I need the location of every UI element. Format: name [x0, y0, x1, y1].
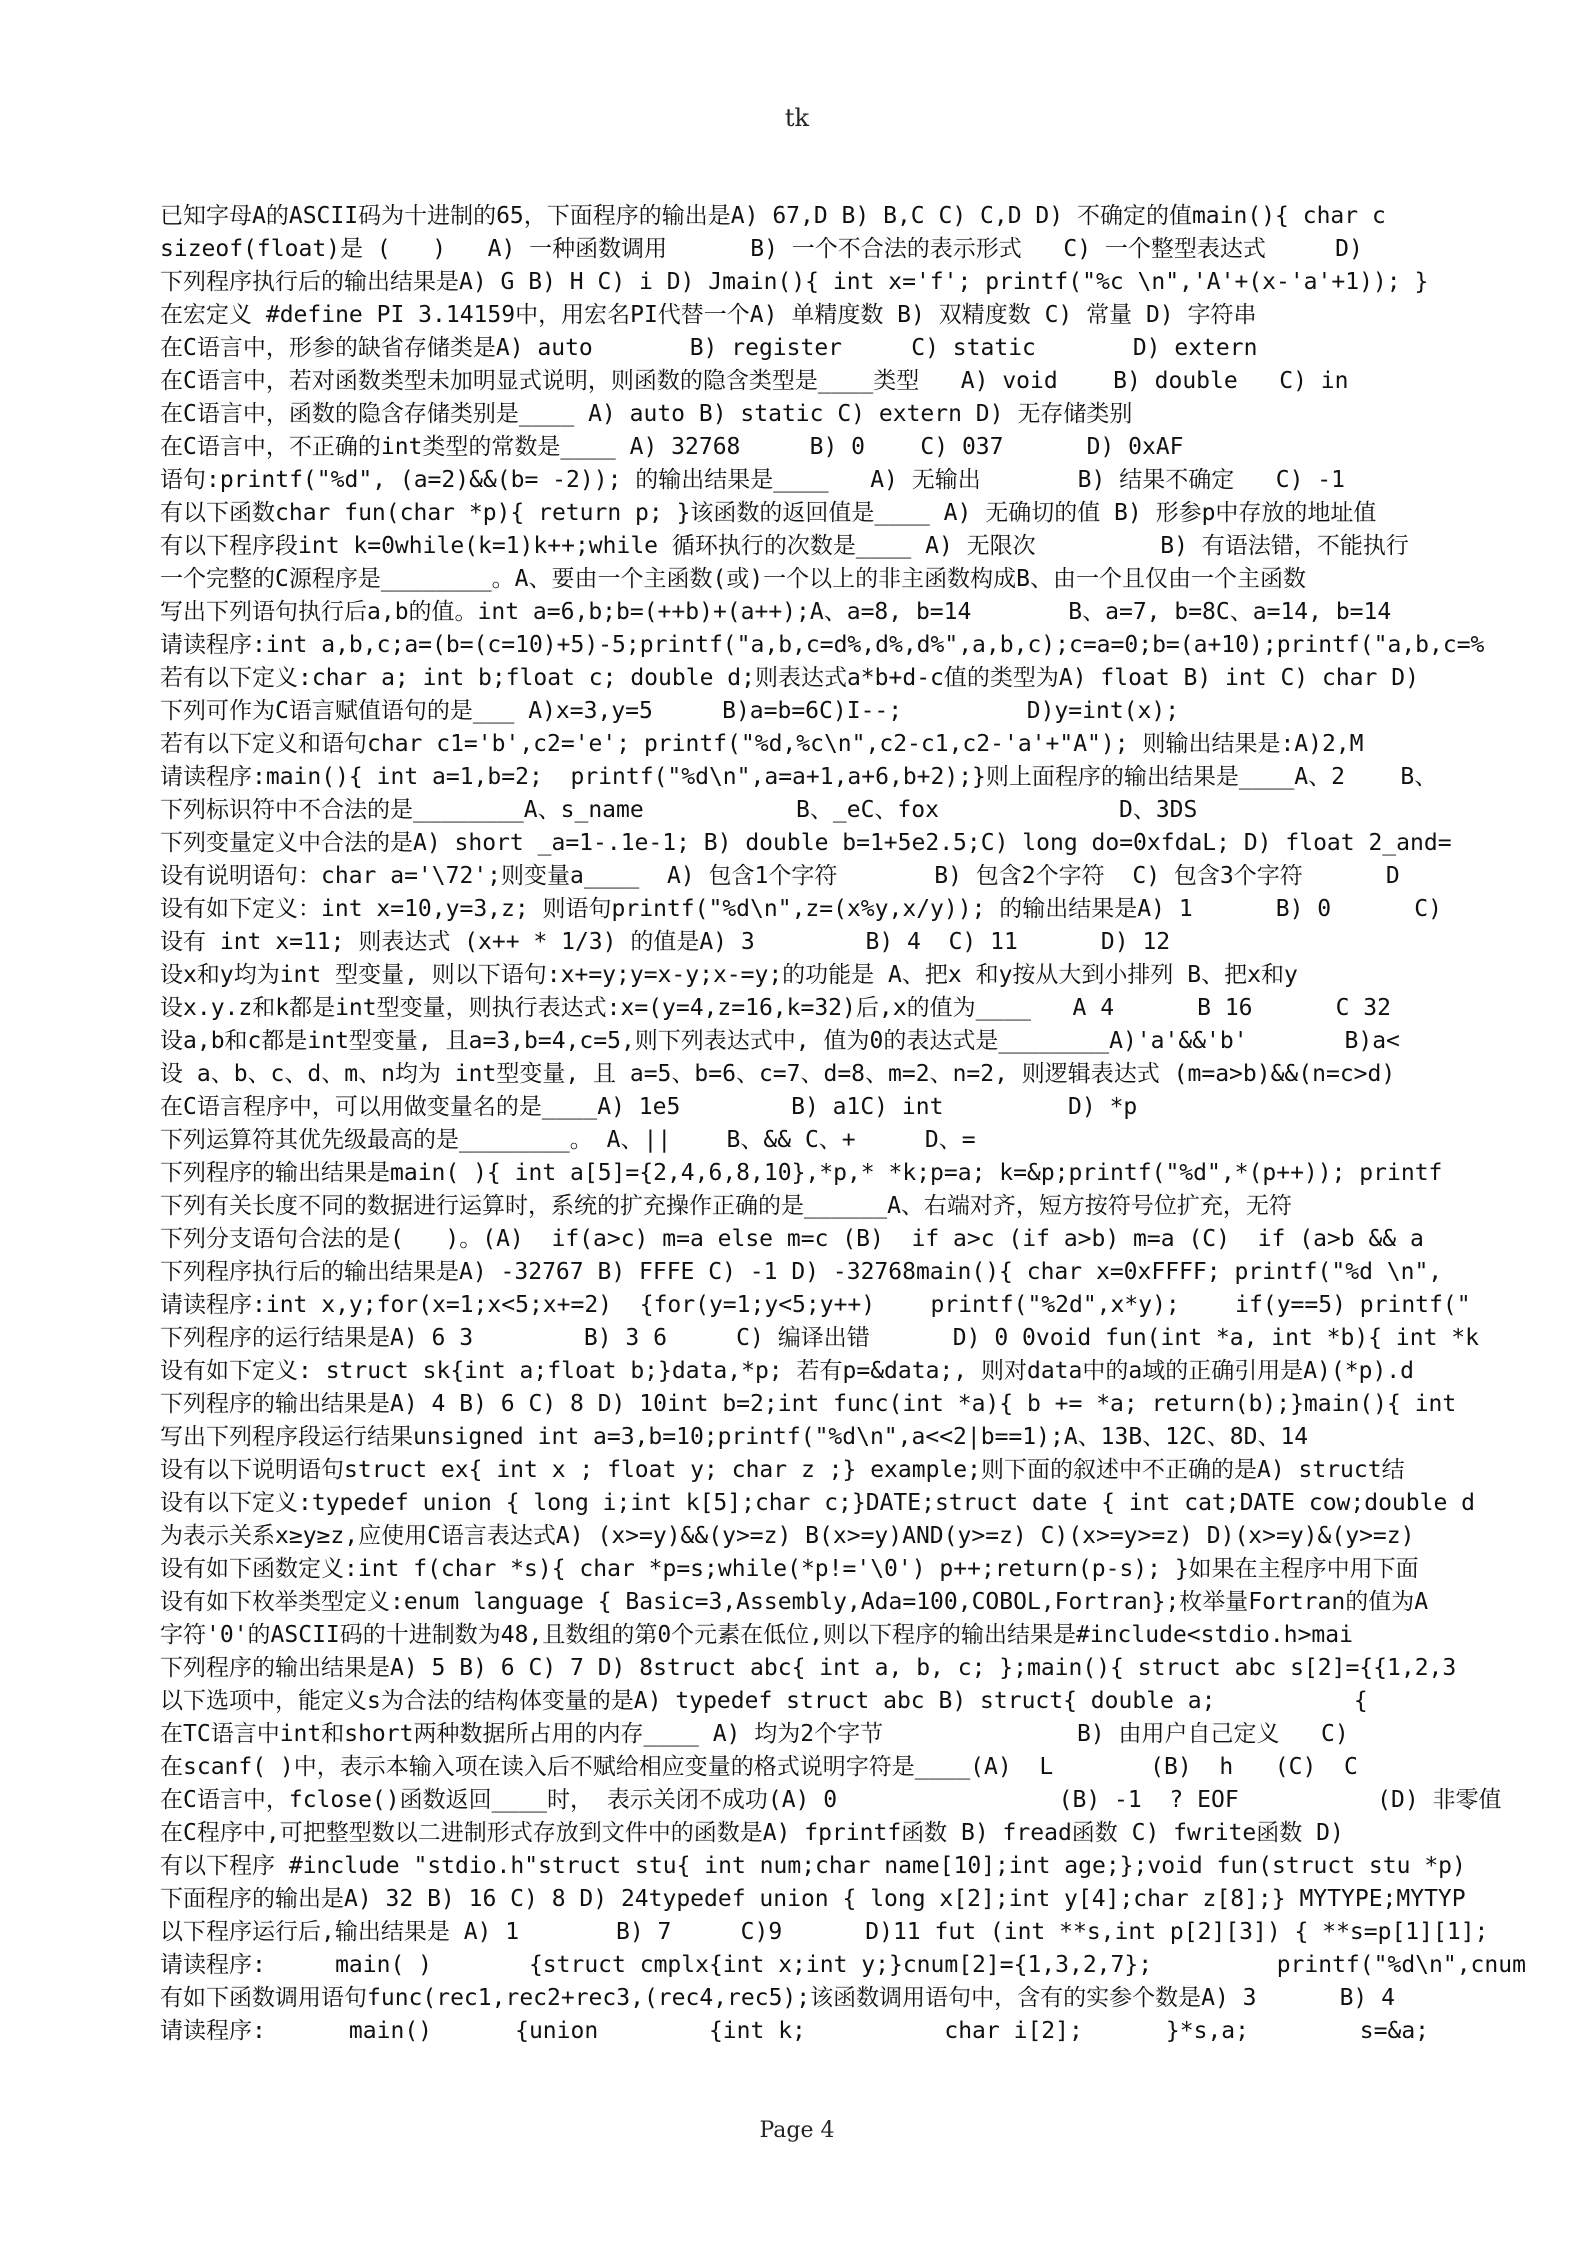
text-line: 下列程序的运行结果是A) 6 3 B) 3 6 C) 编译出错 D) 0 0void fun(int *a, int *b){ int *k	[160, 1325, 1479, 1351]
text-line: 语句:printf("%d", (a=2)&&(b= -2)); 的输出结果是____ A) 无输出 B) 结果不确定 C) -1	[160, 467, 1345, 493]
page-footer: Page 4	[759, 2118, 835, 2143]
text-line: 写出下列程序段运行结果unsigned int a=3,b=10;printf("%d\n",a<<2|b==1);A、13B、12C、8D、14	[160, 1424, 1309, 1450]
text-line: 设有以下定义:typedef union { long i;int k[5];char c;}DATE;struct date { int cat;DATE cow;double d	[160, 1490, 1476, 1516]
text-line: 下列分支语句合法的是( )。(A) if(a>c) m=a else m=c (B) if a>c (if a>b) m=a (C) if (a>b && a	[160, 1226, 1424, 1252]
text-line: 下列可作为C语言赋值语句的是___ A)x=3,y=5 B)a=b=6C)I--; D)y=int(x);	[160, 698, 1180, 724]
text-line: 下面程序的输出是A) 32 B) 16 C) 8 D) 24typedef union { long x[2];int y[4];char z[8];} MYTYPE;MYTYP	[160, 1886, 1466, 1912]
text-line: 下列运算符其优先级最高的是________。 A、|| B、&& C、+ D、=	[160, 1127, 976, 1153]
text-line: 在C语言中，不正确的int类型的常数是____ A) 32768 B) 0 C) 037 D) 0xAF	[160, 434, 1184, 460]
text-line: 设有 int x=11; 则表达式 (x++ * 1/3) 的值是A) 3 B) 4 C) 11 D) 12	[160, 929, 1171, 955]
text-line: 设有说明语句：char a='\72';则变量a____ A) 包含1个字符 B) 包含2个字符 C) 包含3个字符 D	[160, 863, 1400, 889]
text-line: 请读程序: main( ) {struct cmplx{int x;int y;}cnum[2]={1,3,2,7}; printf("%d\n",cnum	[160, 1952, 1526, 1978]
text-line: 为表示关系x≥y≥z,应使用C语言表达式A) (x>=y)&&(y>=z) B(x>=y)AND(y>=z) C)(x>=y>=z) D)(x>=y)&(y>=z)	[160, 1523, 1415, 1549]
text-line: 下列程序的输出结果是main( ){ int a[5]={2,4,6,8,10},*p,* *k;p=a; k=&p;printf("%d",*(p++)); printf	[160, 1160, 1443, 1186]
text-line: 在C语言中，fclose()函数返回____时， 表示关闭不成功(A) 0 (B) -1 ? EOF (D) 非零值	[160, 1787, 1502, 1813]
text-line: 若有以下定义和语句char c1='b',c2='e'; printf("%d,%c\n",c2-c1,c2-'a'+"A"); 则输出结果是:A)2,M	[160, 731, 1364, 757]
text-line: 已知字母A的ASCII码为十进制的65，下面程序的输出是A) 67,D B) B,C C) C,D D) 不确定的值main(){ char c	[160, 203, 1386, 229]
text-line: 设有如下函数定义:int f(char *s){ char *p=s;while(*p!='\0') p++;return(p-s); }如果在主程序中用下面	[160, 1556, 1419, 1582]
text-line: 设a,b和c都是int型变量, 且a=3,b=4,c=5,则下列表达式中, 值为0的表达式是________A)'a'&&'b' B)a<	[160, 1028, 1400, 1054]
text-line: 请读程序:int x,y;for(x=1;x<5;x+=2) {for(y=1;y<5;y++) printf("%2d",x*y); if(y==5) printf("	[160, 1292, 1471, 1318]
text-line: 设有如下定义: struct sk{int a;float b;}data,*p; 若有p=&data;, 则对data中的a域的正确引用是A)(*p).d	[160, 1358, 1414, 1384]
text-line: 下列有关长度不同的数据进行运算时，系统的扩充操作正确的是______A、右端对齐，短方按符号位扩充，无符	[160, 1193, 1292, 1219]
text-line: 字符'0'的ASCII码的十进制数为48,且数组的第0个元素在低位,则以下程序的输出结果是#include<stdio.h>mai	[160, 1622, 1353, 1648]
question-list	[160, 200, 1526, 2044]
text-line: 有以下程序 #include "stdio.h"struct stu{ int num;char name[10];int age;};void fun(struct stu *p)	[160, 1853, 1466, 1879]
text-line: 设有如下枚举类型定义:enum language { Basic=3,Assembly,Ada=100,COBOL,Fortran};枚举量Fortran的值为A	[160, 1589, 1429, 1615]
text-line: 在C语言中，若对函数类型未加明显式说明，则函数的隐含类型是____类型 A) void B) double C) in	[160, 368, 1349, 394]
text-line: 在TC语言中int和short两种数据所占用的内存____ A) 均为2个字节 B) 由用户自己定义 C)	[160, 1721, 1349, 1747]
text-line: 在C语言中，形参的缺省存储类是A) auto B) register C) static D) extern	[160, 335, 1258, 361]
text-line: 设x和y均为int 型变量, 则以下语句:x+=y;y=x-y;x-=y;的功能是 A、把x 和y按从大到小排列 B、把x和y	[160, 962, 1298, 988]
text-line: 下列标识符中不合法的是________A、s_name B、_eC、fox D、3DS	[160, 797, 1198, 823]
text-line: 以下程序运行后,输出结果是 A) 1 B) 7 C)9 D)11 fut (int **s,int p[2][3]) { **s=p[1][1];	[160, 1919, 1489, 1945]
text-line: 在scanf( )中，表示本输入项在读入后不赋给相应变量的格式说明字符是____(A) L (B) h (C) C	[160, 1754, 1358, 1780]
text-line: 写出下列语句执行后a,b的值。int a=6,b;b=(++b)+(a++);A、a=8, b=14 B、a=7, b=8C、a=14, b=14	[160, 599, 1392, 625]
text-line: 在C语言中，函数的隐含存储类别是____ A) auto B) static C) extern D) 无存储类别	[160, 401, 1133, 427]
text-line: 请读程序: main() {union {int k; char i[2]; }*s,a; s=&a;	[160, 2018, 1430, 2044]
text-line: 设 a、b、c、d、m、n均为 int型变量, 且 a=5、b=6、c=7、d=8、m=2、n=2, 则逻辑表达式 (m=a>b)&&(n=c>d)	[160, 1061, 1396, 1087]
text-line: 有如下函数调用语句func(rec1,rec2+rec3,(rec4,rec5);该函数调用语句中，含有的实参个数是A) 3 B) 4	[160, 1985, 1395, 2011]
text-line: 有以下程序段int k=0while(k=1)k++;while 循环执行的次数是____ A) 无限次 B) 有语法错，不能执行	[160, 533, 1409, 559]
text-line: 设有如下定义：int x=10,y=3,z; 则语句printf("%d\n",z=(x%y,x/y)); 的输出结果是A) 1 B) 0 C)	[160, 896, 1442, 922]
text-line: 请读程序:int a,b,c;a=(b=(c=10)+5)-5;printf("a,b,c=d%,d%,d%",a,b,c);c=a=0;b=(a+10);printf("a,b,c=%	[160, 632, 1485, 658]
text-line: 设x.y.z和k都是int型变量，则执行表达式:x=(y=4,z=16,k=32)后,x的值为____ A 4 B 16 C 32	[160, 995, 1391, 1021]
page-header: tk	[784, 104, 810, 132]
text-line: 下列程序执行后的输出结果是A) G B) H C) i D) Jmain(){ int x='f'; printf("%c \n",'A'+(x-'a'+1)); }	[160, 269, 1429, 295]
text-line: 在宏定义 #define PI 3.14159中，用宏名PI代替一个A) 单精度数 B) 双精度数 C) 常量 D) 字符串	[160, 302, 1257, 328]
text-line: 若有以下定义:char a; int b;float c; double d;则表达式a*b+d-c值的类型为A) float B) int C) char D)	[160, 665, 1419, 691]
text-line: 在C语言程序中，可以用做变量名的是____A) 1e5 B) a1C) int D) *p	[160, 1094, 1138, 1120]
text-line: sizeof(float)是 ( ) A) 一种函数调用 B) 一个不合法的表示形式 C) 一个整型表达式 D)	[160, 236, 1363, 262]
text-line: 下列程序的输出结果是A) 5 B) 6 C) 7 D) 8struct abc{ int a, b, c; };main(){ struct abc s[2]={{1,2,3	[160, 1655, 1457, 1681]
text-line: 请读程序:main(){ int a=1,b=2; printf("%d\n",a=a+1,a+6,b+2);}则上面程序的输出结果是____A、2 B、	[160, 764, 1438, 790]
text-line: 有以下函数char fun(char *p){ return p; }该函数的返回值是____ A) 无确切的值 B) 形参p中存放的地址值	[160, 500, 1377, 526]
text-line: 下列变量定义中合法的是A) short _a=1-.1e-1; B) double b=1+5e2.5;C) long do=0xfdaL; D) float 2_and=	[160, 830, 1452, 856]
text-line: 在C程序中,可把整型数以二进制形式存放到文件中的函数是A) fprintf函数 B) fread函数 C) fwrite函数 D)	[160, 1820, 1344, 1846]
text-line: 下列程序执行后的输出结果是A) -32767 B) FFFE C) -1 D) -32768main(){ char x=0xFFFF; printf("%d \n",	[160, 1259, 1443, 1285]
text-line: 下列程序的输出结果是A) 4 B) 6 C) 8 D) 10int b=2;int func(int *a){ b += *a; return(b);}main(){ int	[160, 1391, 1457, 1417]
text-line: 一个完整的C源程序是________。A、要由一个主函数(或)一个以上的非主函数构成B、由一个且仅由一个主函数	[160, 566, 1307, 592]
text-line: 以下选项中，能定义s为合法的结构体变量的是A) typedef struct abc B) struct{ double a; {	[160, 1688, 1368, 1714]
text-line: 设有以下说明语句struct ex{ int x ; float y; char z ;} example;则下面的叙述中不正确的是A) struct结	[160, 1457, 1405, 1483]
